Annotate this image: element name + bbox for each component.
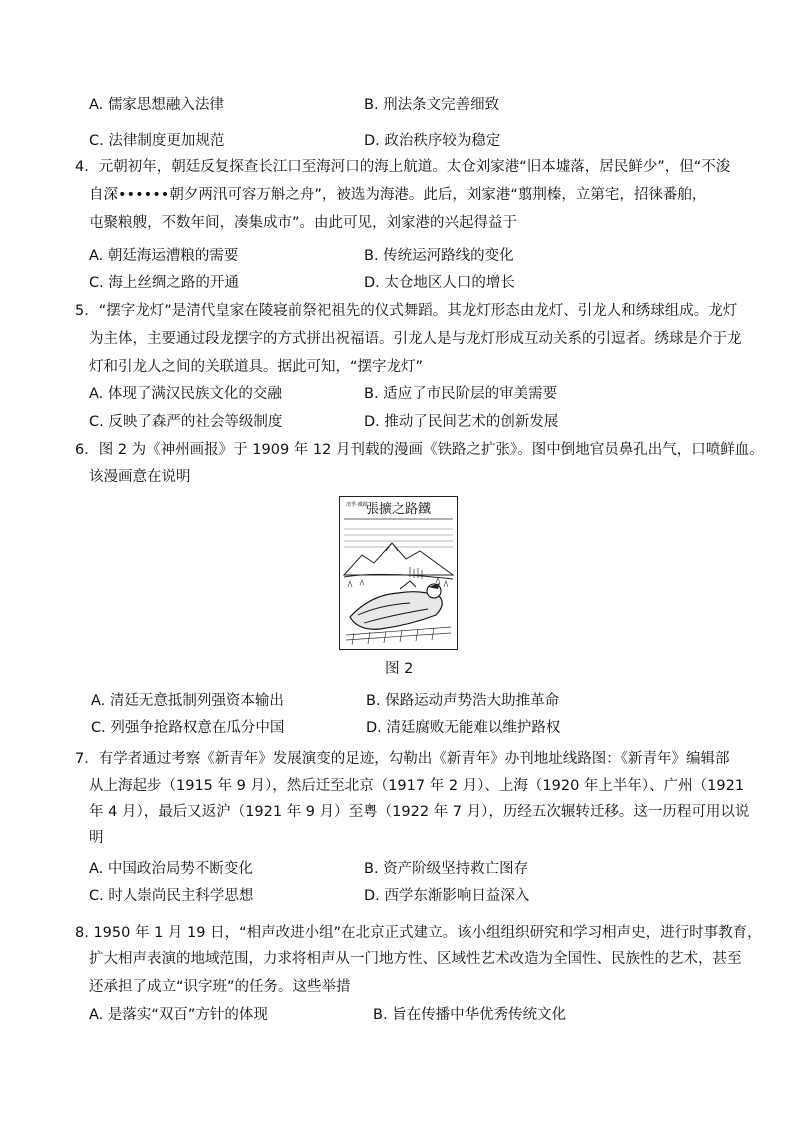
q7-stem-line3: 年 4 月），最后又返沪（1921 年 9 月）至粤（1922 年 7 月），历经五次辗转迁移。这一历程可用以说 — [89, 804, 750, 820]
q8-stem-line3: 还承担了成立“识字班”的任务。这些举措 — [89, 979, 351, 995]
q7-stem-line4: 明 — [89, 830, 104, 846]
q6-option-d: D. 清廷腐败无能难以维护路权 — [366, 720, 561, 736]
q5-option-c: C. 反映了森严的社会等级制度 — [89, 414, 283, 430]
q5-option-b: B. 适应了市民阶层的审美需要 — [364, 386, 558, 402]
q4-option-d: D. 太仓地区人口的增长 — [364, 275, 515, 291]
q6-option-b: B. 保路运动声势浩大助推革命 — [366, 693, 560, 709]
q7-stem-line1: 7．有学者通过考察《新青年》发展演变的足迹，勾勒出《新青年》办刊地址线路图：《新青年》编辑部 — [75, 751, 730, 767]
q4-stem-line2: 自深••••••朝夕两汛可容万斛之舟”，被选为海港。此后，刘家港“翦荆榛，立第宅，招徕番舶， — [89, 187, 707, 203]
q5-stem-line3: 灯和引龙人之间的关联道具。据此可知，“摆字龙灯” — [89, 359, 424, 375]
q3-option-b: B. 刑法条文完善细致 — [364, 97, 500, 113]
q6-stem-line1: 6．图 2 为《神州画报》于 1909 年 12 月刊载的漫画《铁路之扩张》。图中倒地官员鼻孔出气，口喷鲜血。 — [75, 442, 764, 458]
q3-option-d: D. 政治秩序较为稳定 — [364, 133, 501, 149]
q4-stem-line3: 屯聚粮艘，不数年间，凑集成市”。由此可见，刘家港的兴起得益于 — [89, 215, 518, 231]
q7-option-b: B. 资产阶级坚持救亡图存 — [364, 861, 529, 877]
q4-stem-line1: 4．元朝初年，朝廷反复探查长江口至海河口的海上航道。太仓刘家港“旧本墟落，居民鲜少”，但“不浚 — [75, 159, 731, 175]
figure-side-label: 清季·鐵路 — [346, 502, 368, 508]
q4-option-b: B. 传统运河路线的变化 — [364, 248, 514, 264]
q3-option-c: C. 法律制度更加规范 — [89, 133, 225, 149]
q4-option-c: C. 海上丝绸之路的开通 — [89, 275, 239, 291]
q8-option-b: B. 旨在传播中华优秀传统文化 — [373, 1007, 567, 1023]
cartoon-illustration — [340, 497, 457, 649]
q8-stem-line1: 8. 1950 年 1 月 19 日，“相声改进小组”在北京正式建立。该小组组织研究和学习相声史，进行时事教育， — [75, 925, 762, 941]
q7-option-a: A. 中国政治局势不断变化 — [89, 861, 253, 877]
q7-stem-line2: 从上海起步（1915 年 9 月），然后迁至北京（1917 年 2 月）、上海（1920 年上半年）、广州（1921 — [89, 778, 745, 794]
q5-stem-line1: 5．“摆字龙灯”是清代皇家在陵寝前祭祀祖先的仪式舞蹈。其龙灯形态由龙灯、引龙人和绣球组成。龙灯 — [75, 303, 738, 319]
figure-title: 張擴之路鐵 — [366, 502, 432, 517]
q5-option-d: D. 推动了民间艺术的创新发展 — [364, 414, 559, 430]
q5-option-a: A. 体现了满汉民族文化的交融 — [89, 386, 282, 402]
q5-stem-line2: 为主体，主要通过段龙摆字的方式拼出祝福语。引龙人是与龙灯形成互动关系的引逗者。绣球是介于龙 — [89, 331, 742, 347]
q6-option-a: A. 清廷无意抵制列强资本输出 — [91, 693, 284, 709]
q7-option-c: C. 时人崇尚民主科学思想 — [89, 888, 254, 904]
q4-option-a: A. 朝廷海运漕粮的需要 — [89, 248, 239, 264]
q6-option-c: C. 列强争抢路权意在瓜分中国 — [91, 720, 285, 736]
cartoon-figure — [339, 496, 458, 650]
q3-option-a: A. 儒家思想融入法律 — [89, 97, 224, 113]
q6-stem-line2: 该漫画意在说明 — [89, 469, 191, 485]
figure-caption: 图 2 — [385, 661, 414, 677]
q7-option-d: D. 西学东渐影响日益深入 — [364, 888, 530, 904]
q8-option-a: A. 是落实“双百”方针的体现 — [89, 1007, 268, 1023]
q8-stem-line2: 扩大相声表演的地域范围，力求将相声从一门地方性、区域性艺术改造为全国性、民族性的艺术，甚至 — [89, 951, 742, 967]
